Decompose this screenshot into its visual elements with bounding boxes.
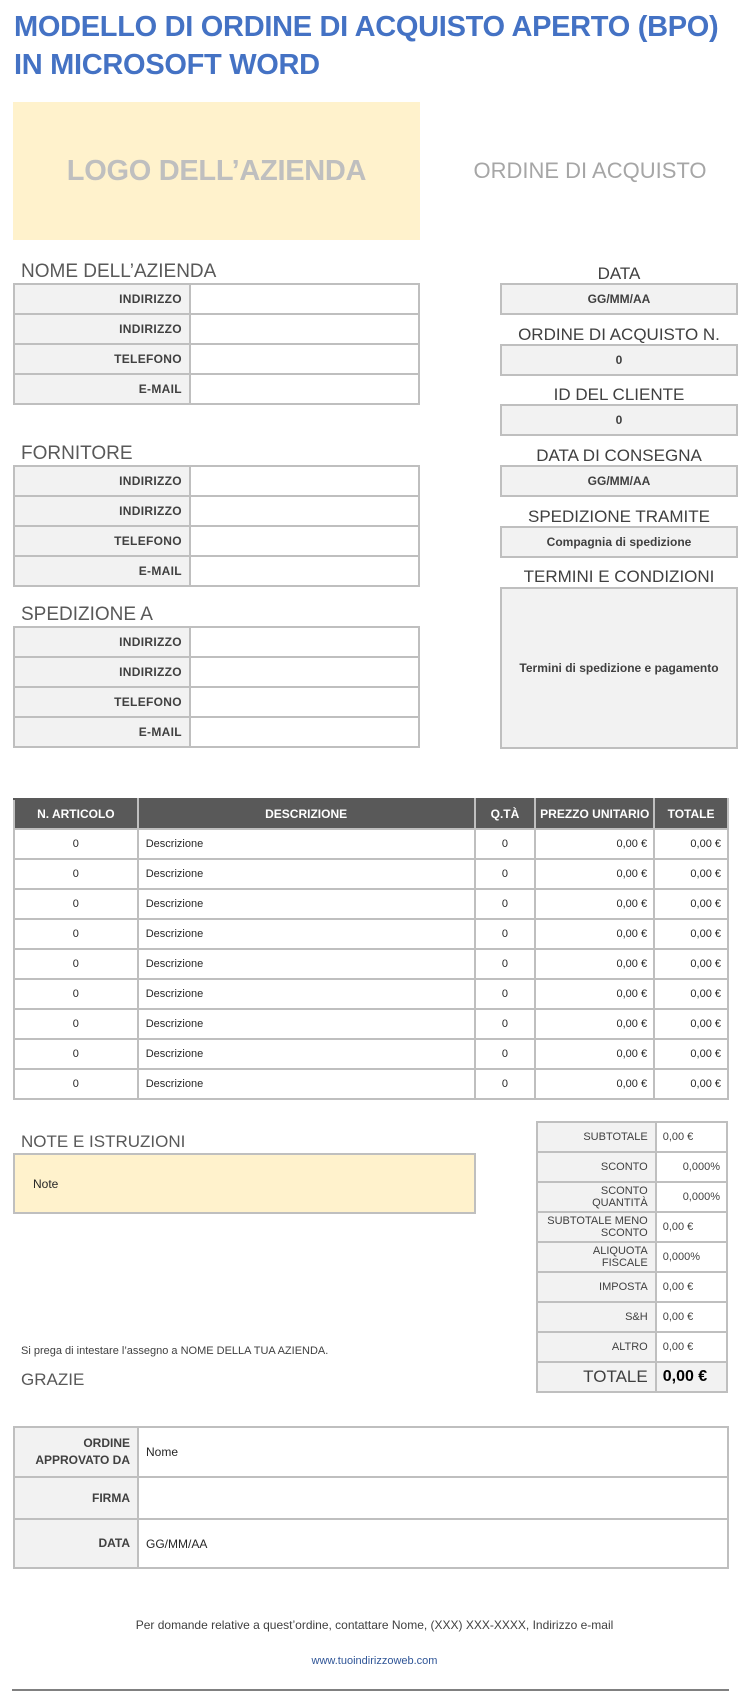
- ship-to-address-1-row: [14, 627, 419, 657]
- item-number-cell[interactable]: 0: [14, 889, 138, 919]
- company-email-field[interactable]: [190, 374, 419, 404]
- date-label: DATA: [597, 264, 641, 283]
- ship-to-email-field[interactable]: [190, 717, 419, 747]
- item-number-cell[interactable]: 0: [14, 1039, 138, 1069]
- shipping-handling-label: S&H: [537, 1302, 656, 1332]
- ship-to-phone-row: [14, 687, 419, 717]
- notes-field[interactable]: Note: [13, 1153, 476, 1214]
- date-field[interactable]: GG/MM/AA: [500, 283, 738, 315]
- po-number-field[interactable]: 0: [500, 344, 738, 376]
- tax-rate-label: [537, 1242, 656, 1272]
- company-email-row: [14, 374, 419, 404]
- column-header-unit-price: PREZZO UNITARIO: [535, 799, 654, 829]
- discount-field[interactable]: 0,000%: [656, 1152, 727, 1182]
- quantity-cell[interactable]: 0: [475, 919, 536, 949]
- company-address-1-row: [14, 284, 419, 314]
- company-logo-placeholder[interactable]: [13, 102, 420, 240]
- unit-price-cell[interactable]: 0,00 €: [535, 1009, 654, 1039]
- description-cell[interactable]: Descrizione: [138, 919, 475, 949]
- quantity-cell[interactable]: 0: [475, 1039, 536, 1069]
- line-total-cell: 0,00 €: [654, 1009, 728, 1039]
- field-label: TELEFONO: [14, 687, 190, 717]
- customer-id-field[interactable]: 0: [500, 404, 738, 436]
- description-cell[interactable]: Descrizione: [138, 1009, 475, 1039]
- item-number-cell[interactable]: 0: [14, 1069, 138, 1099]
- field-label: E-MAIL: [14, 556, 190, 586]
- unit-price-cell[interactable]: 0,00 €: [535, 919, 654, 949]
- grand-total-label: TOTALE: [537, 1362, 656, 1392]
- company-phone-row: [14, 344, 419, 374]
- vendor-address-2-row: [14, 496, 419, 526]
- item-number-cell[interactable]: 0: [14, 859, 138, 889]
- quantity-cell[interactable]: 0: [475, 949, 536, 979]
- subtotal-value: 0,00 €: [656, 1122, 727, 1152]
- quantity-cell[interactable]: 0: [475, 829, 536, 859]
- document-title: MODELLO DI ORDINE DI ACQUISTO APERTO (BPO) IN MICROSOFT WORD: [14, 11, 719, 81]
- ship-to-address-2-field[interactable]: [190, 657, 419, 687]
- item-number-cell[interactable]: 0: [14, 919, 138, 949]
- cheque-payable-note: Si prega di intestare l’assegno a NOME DELLA TUA AZIENDA.: [21, 1345, 329, 1357]
- discount-label: SCONTO: [537, 1152, 656, 1182]
- totals-summary-table: [536, 1121, 728, 1393]
- label-line: ALIQUOTA: [592, 1245, 648, 1257]
- column-header-item-number: N. ARTICOLO: [14, 799, 138, 829]
- vendor-label: FORNITORE: [21, 443, 133, 464]
- company-address-1-field[interactable]: [190, 284, 419, 314]
- vendor-address-1-field[interactable]: [190, 466, 419, 496]
- item-number-cell[interactable]: 0: [14, 829, 138, 859]
- terms-field[interactable]: Termini di spedizione e pagamento: [500, 587, 738, 749]
- unit-price-cell[interactable]: 0,00 €: [535, 949, 654, 979]
- quantity-cell[interactable]: 0: [475, 889, 536, 919]
- quantity-cell[interactable]: 0: [475, 1069, 536, 1099]
- quantity-discount-label: [537, 1182, 656, 1212]
- table-row: [14, 859, 728, 889]
- quantity-cell[interactable]: 0: [475, 859, 536, 889]
- line-total-cell: 0,00 €: [654, 919, 728, 949]
- unit-price-cell[interactable]: 0,00 €: [535, 859, 654, 889]
- approved-by-row: [14, 1427, 728, 1477]
- notes-label: NOTE E ISTRUZIONI: [21, 1132, 186, 1151]
- column-header-description: DESCRIZIONE: [138, 799, 475, 829]
- label-line: ORDINE: [83, 1436, 130, 1450]
- quantity-cell[interactable]: 0: [475, 979, 536, 1009]
- column-header-quantity: Q.TÀ: [475, 799, 536, 829]
- vendor-email-field[interactable]: [190, 556, 419, 586]
- table-row: [14, 1039, 728, 1069]
- description-cell[interactable]: Descrizione: [138, 949, 475, 979]
- quantity-discount-row: [537, 1182, 727, 1212]
- vendor-info-table: [13, 465, 420, 587]
- line-total-cell: 0,00 €: [654, 1039, 728, 1069]
- table-row: [14, 1069, 728, 1099]
- footer-divider: [12, 1689, 729, 1691]
- shipping-handling-row: [537, 1302, 727, 1332]
- column-header-total: TOTALE: [654, 799, 728, 829]
- contact-info: Per domande relative a quest’ordine, contattare Nome, (XXX) XXX-XXXX, Indirizzo e-mail: [135, 1618, 614, 1632]
- description-cell[interactable]: Descrizione: [138, 889, 475, 919]
- item-number-cell[interactable]: 0: [14, 949, 138, 979]
- approved-by-field[interactable]: Nome: [138, 1427, 728, 1477]
- unit-price-cell[interactable]: 0,00 €: [535, 829, 654, 859]
- other-row: [537, 1332, 727, 1362]
- delivery-date-label: DATA DI CONSEGNA: [536, 446, 702, 465]
- signature-row: [14, 1477, 728, 1519]
- table-row: [14, 979, 728, 1009]
- label-line: QUANTITÀ: [592, 1197, 648, 1209]
- other-label: ALTRO: [537, 1332, 656, 1362]
- unit-price-cell[interactable]: 0,00 €: [535, 889, 654, 919]
- approved-by-label: [14, 1427, 138, 1477]
- company-address-2-row: [14, 314, 419, 344]
- unit-price-cell[interactable]: 0,00 €: [535, 1069, 654, 1099]
- quantity-cell[interactable]: 0: [475, 1009, 536, 1039]
- label-line: FISCALE: [601, 1257, 648, 1269]
- quantity-discount-field[interactable]: 0,000%: [656, 1182, 727, 1212]
- label-line: SUBTOTALE MENO: [547, 1215, 648, 1227]
- field-label: E-MAIL: [14, 717, 190, 747]
- ship-to-info-table: [13, 626, 420, 748]
- unit-price-cell[interactable]: 0,00 €: [535, 1039, 654, 1069]
- company-info-table: [13, 283, 420, 405]
- field-label: INDIRIZZO: [14, 627, 190, 657]
- thank-you-text: GRAZIE: [21, 1370, 85, 1389]
- tax-label: IMPOSTA: [537, 1272, 656, 1302]
- line-items-header: [14, 799, 728, 829]
- line-total-cell: 0,00 €: [654, 979, 728, 1009]
- field-label: INDIRIZZO: [14, 314, 190, 344]
- approval-date-row: [14, 1519, 728, 1568]
- table-row: [14, 949, 728, 979]
- tax-rate-row: [537, 1242, 727, 1272]
- tax-rate-field[interactable]: 0,000%: [656, 1242, 727, 1272]
- line-total-cell: 0,00 €: [654, 889, 728, 919]
- line-total-cell: 0,00 €: [654, 829, 728, 859]
- grand-total-value: 0,00 €: [656, 1362, 727, 1392]
- subtotal-less-discount-row: [537, 1212, 727, 1242]
- approval-date-field[interactable]: GG/MM/AA: [138, 1519, 728, 1568]
- signature-field[interactable]: [138, 1477, 728, 1519]
- subtotal-row: [537, 1122, 727, 1152]
- description-cell[interactable]: Descrizione: [138, 1069, 475, 1099]
- field-label: TELEFONO: [14, 344, 190, 374]
- ship-to-address-2-row: [14, 657, 419, 687]
- line-items-table: [13, 798, 729, 1100]
- vendor-email-row: [14, 556, 419, 586]
- item-number-cell[interactable]: 0: [14, 979, 138, 1009]
- purchase-order-heading: ORDINE DI ACQUISTO: [473, 158, 707, 183]
- line-total-cell: 0,00 €: [654, 859, 728, 889]
- approval-date-label: DATA: [14, 1519, 138, 1568]
- table-row: [14, 829, 728, 859]
- vendor-phone-field[interactable]: [190, 526, 419, 556]
- ship-to-email-row: [14, 717, 419, 747]
- table-row: [14, 1009, 728, 1039]
- subtotal-label: SUBTOTALE: [537, 1122, 656, 1152]
- table-row: [14, 889, 728, 919]
- tax-value: 0,00 €: [656, 1272, 727, 1302]
- delivery-date-field[interactable]: GG/MM/AA: [500, 465, 738, 497]
- company-address-2-field[interactable]: [190, 314, 419, 344]
- shipping-handling-field[interactable]: 0,00 €: [656, 1302, 727, 1332]
- vendor-phone-row: [14, 526, 419, 556]
- company-phone-field[interactable]: [190, 344, 419, 374]
- unit-price-cell[interactable]: 0,00 €: [535, 979, 654, 1009]
- field-label: INDIRIZZO: [14, 496, 190, 526]
- grand-total-row: [537, 1362, 727, 1392]
- field-label: E-MAIL: [14, 374, 190, 404]
- field-label: INDIRIZZO: [14, 657, 190, 687]
- ship-to-label: SPEDIZIONE A: [21, 604, 153, 625]
- vendor-address-2-field[interactable]: [190, 496, 419, 526]
- field-label: INDIRIZZO: [14, 284, 190, 314]
- description-cell[interactable]: Descrizione: [138, 859, 475, 889]
- logo-placeholder-text: LOGO DELL’AZIENDA: [66, 154, 367, 187]
- company-name-label[interactable]: NOME DELL’AZIENDA: [21, 261, 217, 282]
- discount-row: [537, 1152, 727, 1182]
- description-cell[interactable]: Descrizione: [138, 979, 475, 1009]
- subtotal-less-discount-label: [537, 1212, 656, 1242]
- line-total-cell: 0,00 €: [654, 949, 728, 979]
- field-label: INDIRIZZO: [14, 466, 190, 496]
- tax-row: [537, 1272, 727, 1302]
- ship-via-field[interactable]: Compagnia di spedizione: [500, 526, 738, 558]
- label-line: SCONTO: [600, 1227, 648, 1239]
- line-total-cell: 0,00 €: [654, 1069, 728, 1099]
- approval-table: [13, 1426, 729, 1569]
- ship-to-phone-field[interactable]: [190, 687, 419, 717]
- label-line: APPROVATO DA: [35, 1453, 130, 1467]
- ship-via-label: SPEDIZIONE TRAMITE: [528, 507, 710, 526]
- website-link[interactable]: www.tuoindirizzoweb.com: [311, 1655, 438, 1667]
- description-cell[interactable]: Descrizione: [138, 1039, 475, 1069]
- other-field[interactable]: 0,00 €: [656, 1332, 727, 1362]
- description-cell[interactable]: Descrizione: [138, 829, 475, 859]
- po-number-label: ORDINE DI ACQUISTO N.: [518, 325, 720, 344]
- subtotal-less-discount-value: 0,00 €: [656, 1212, 727, 1242]
- table-row: [14, 919, 728, 949]
- customer-id-label: ID DEL CLIENTE: [553, 385, 685, 404]
- field-label: TELEFONO: [14, 526, 190, 556]
- ship-to-address-1-field[interactable]: [190, 627, 419, 657]
- signature-label: FIRMA: [14, 1477, 138, 1519]
- vendor-address-1-row: [14, 466, 419, 496]
- item-number-cell[interactable]: 0: [14, 1009, 138, 1039]
- label-line: SCONTO: [600, 1185, 648, 1197]
- terms-label: TERMINI E CONDIZIONI: [523, 567, 715, 586]
